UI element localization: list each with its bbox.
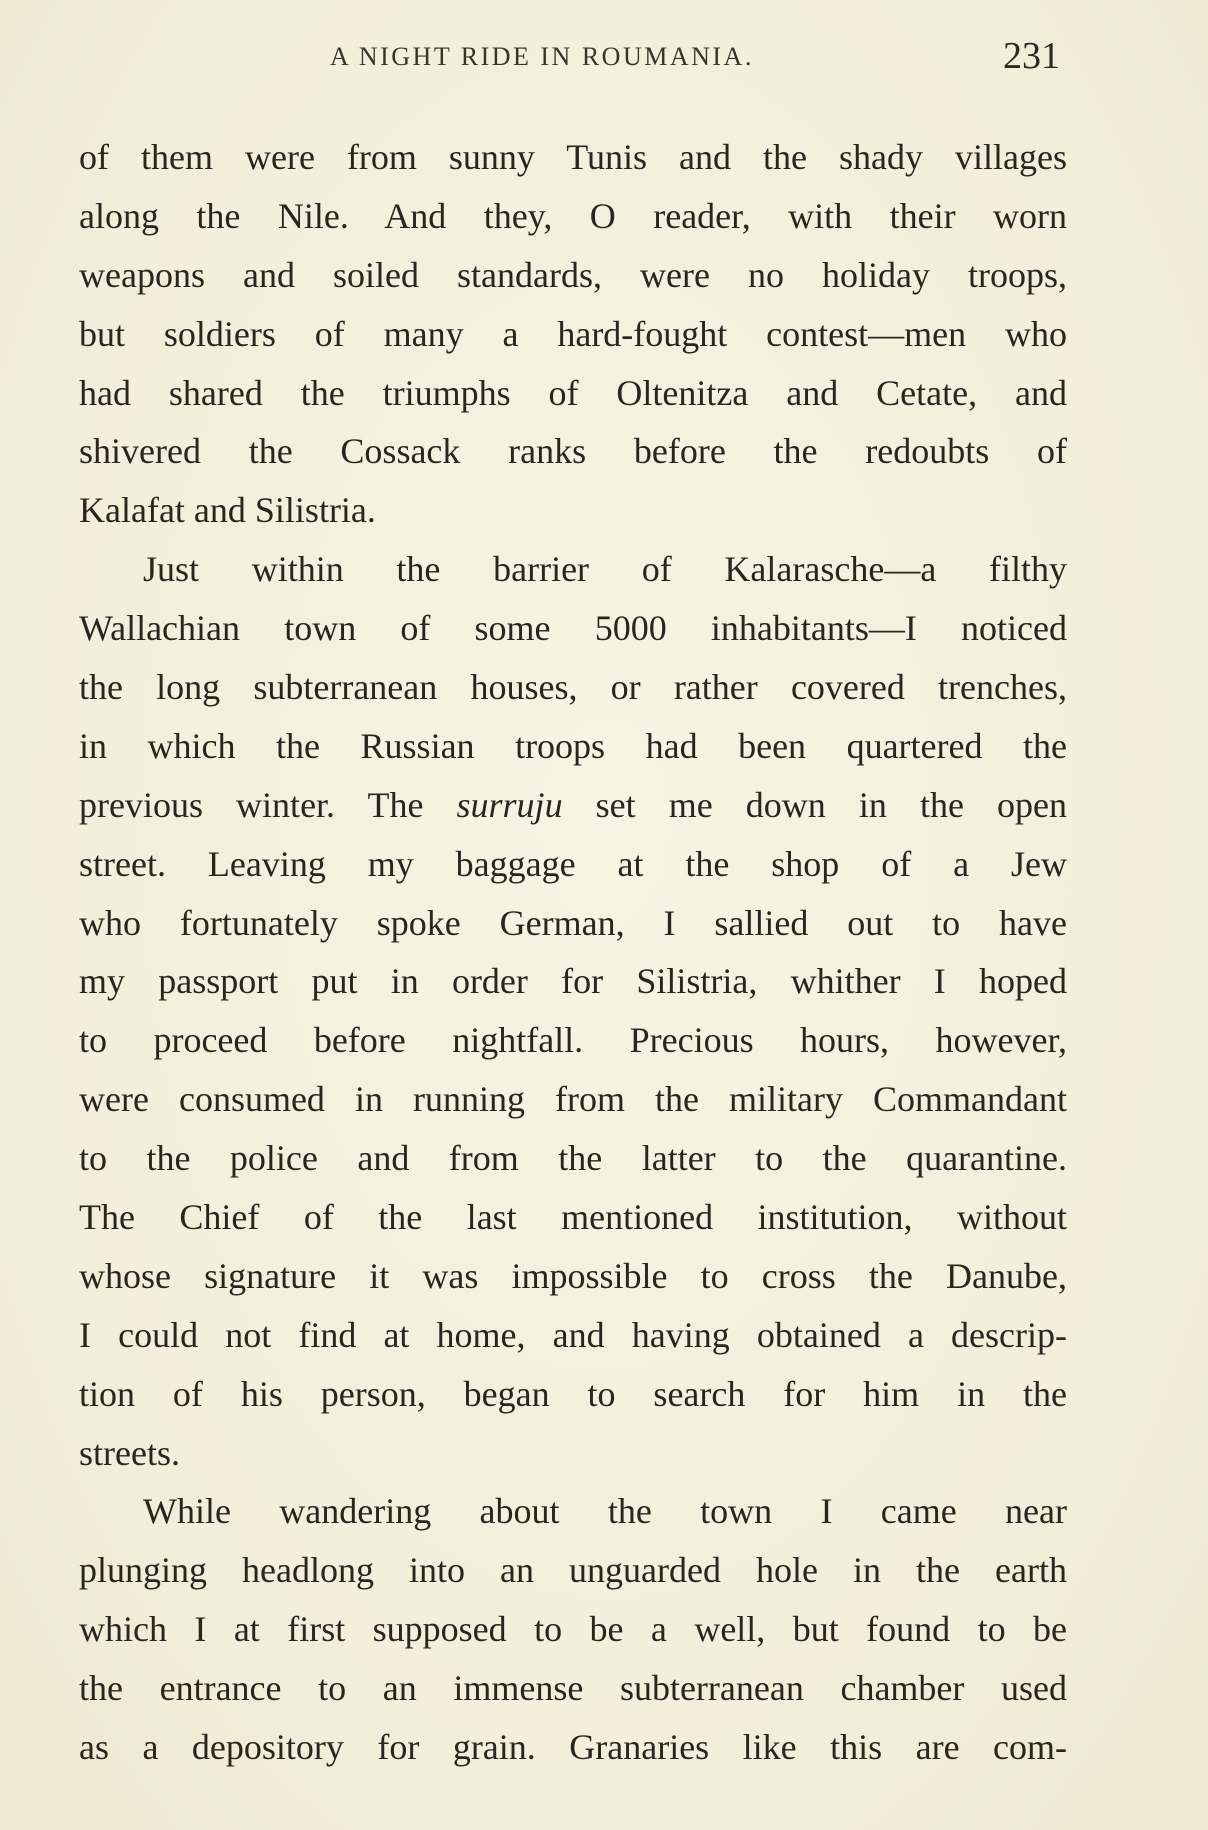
text-line: along the Nile. And they, O reader, with their worn xyxy=(79,195,1067,236)
text-line: The Chief of the last mentioned institution, without xyxy=(79,1197,1067,1238)
text-line: Kalafat and Silistria. xyxy=(79,490,376,531)
text-line: shivered the Cossack ranks before the redoubts of xyxy=(79,431,1067,472)
text-line: had shared the triumphs of Oltenitza and Cetate, and xyxy=(79,372,1067,413)
text-line: I could not find at home, and having obtained a descrip- xyxy=(79,1314,1067,1355)
text-line: whose signature it was impossible to cross the Danube, xyxy=(79,1255,1067,1296)
text-line: tion of his person, began to search for him in the xyxy=(79,1373,1067,1414)
body-text xyxy=(79,128,1067,1777)
text-line: to the police and from the latter to the quarantine. xyxy=(79,1138,1067,1179)
text-span: set me down in the open xyxy=(562,784,1067,825)
text-line: were consumed in running from the military Commandant xyxy=(79,1079,1067,1120)
text-line: my passport put in order for Silistria, whither I hoped xyxy=(79,961,1067,1002)
page-number: 231 xyxy=(1003,35,1060,77)
text-line: to proceed before nightfall. Precious hours, however, xyxy=(79,1020,1067,1061)
text-line: weapons and soiled standards, were no holiday troops, xyxy=(79,254,1067,295)
text-line: of them were from sunny Tunis and the shady villages xyxy=(79,137,1067,177)
text-line: in which the Russian troops had been quartered the xyxy=(79,725,1067,766)
text-line: Wallachian town of some 5000 inhabitants—I noticed xyxy=(79,608,1067,649)
text-span: previous winter. The xyxy=(79,784,457,825)
text-line: street. Leaving my baggage at the shop of a Jew xyxy=(79,843,1067,884)
text-line: as a depository for grain. Granaries like this are com- xyxy=(79,1727,1067,1768)
text-line xyxy=(79,776,1067,835)
text-line: but soldiers of many a hard-fought contest—men who xyxy=(79,313,1067,354)
text-line: which I at first supposed to be a well, but found to be xyxy=(79,1609,1067,1650)
text-line: the entrance to an immense subterranean chamber used xyxy=(79,1668,1067,1709)
text-line: the long subterranean houses, or rather covered trenches, xyxy=(79,667,1067,708)
running-title: A NIGHT RIDE IN ROUMANIA. xyxy=(330,42,754,71)
text-line: While wandering about the town I came near xyxy=(143,1491,1067,1532)
text-line: Just within the barrier of Kalarasche—a filthy xyxy=(143,549,1067,590)
text-line: plunging headlong into an unguarded hole in the earth xyxy=(79,1550,1067,1591)
italic-word: surruju xyxy=(456,784,563,825)
text-line: who fortunately spoke German, I sallied out to have xyxy=(79,902,1067,943)
text-line: streets. xyxy=(79,1432,180,1473)
